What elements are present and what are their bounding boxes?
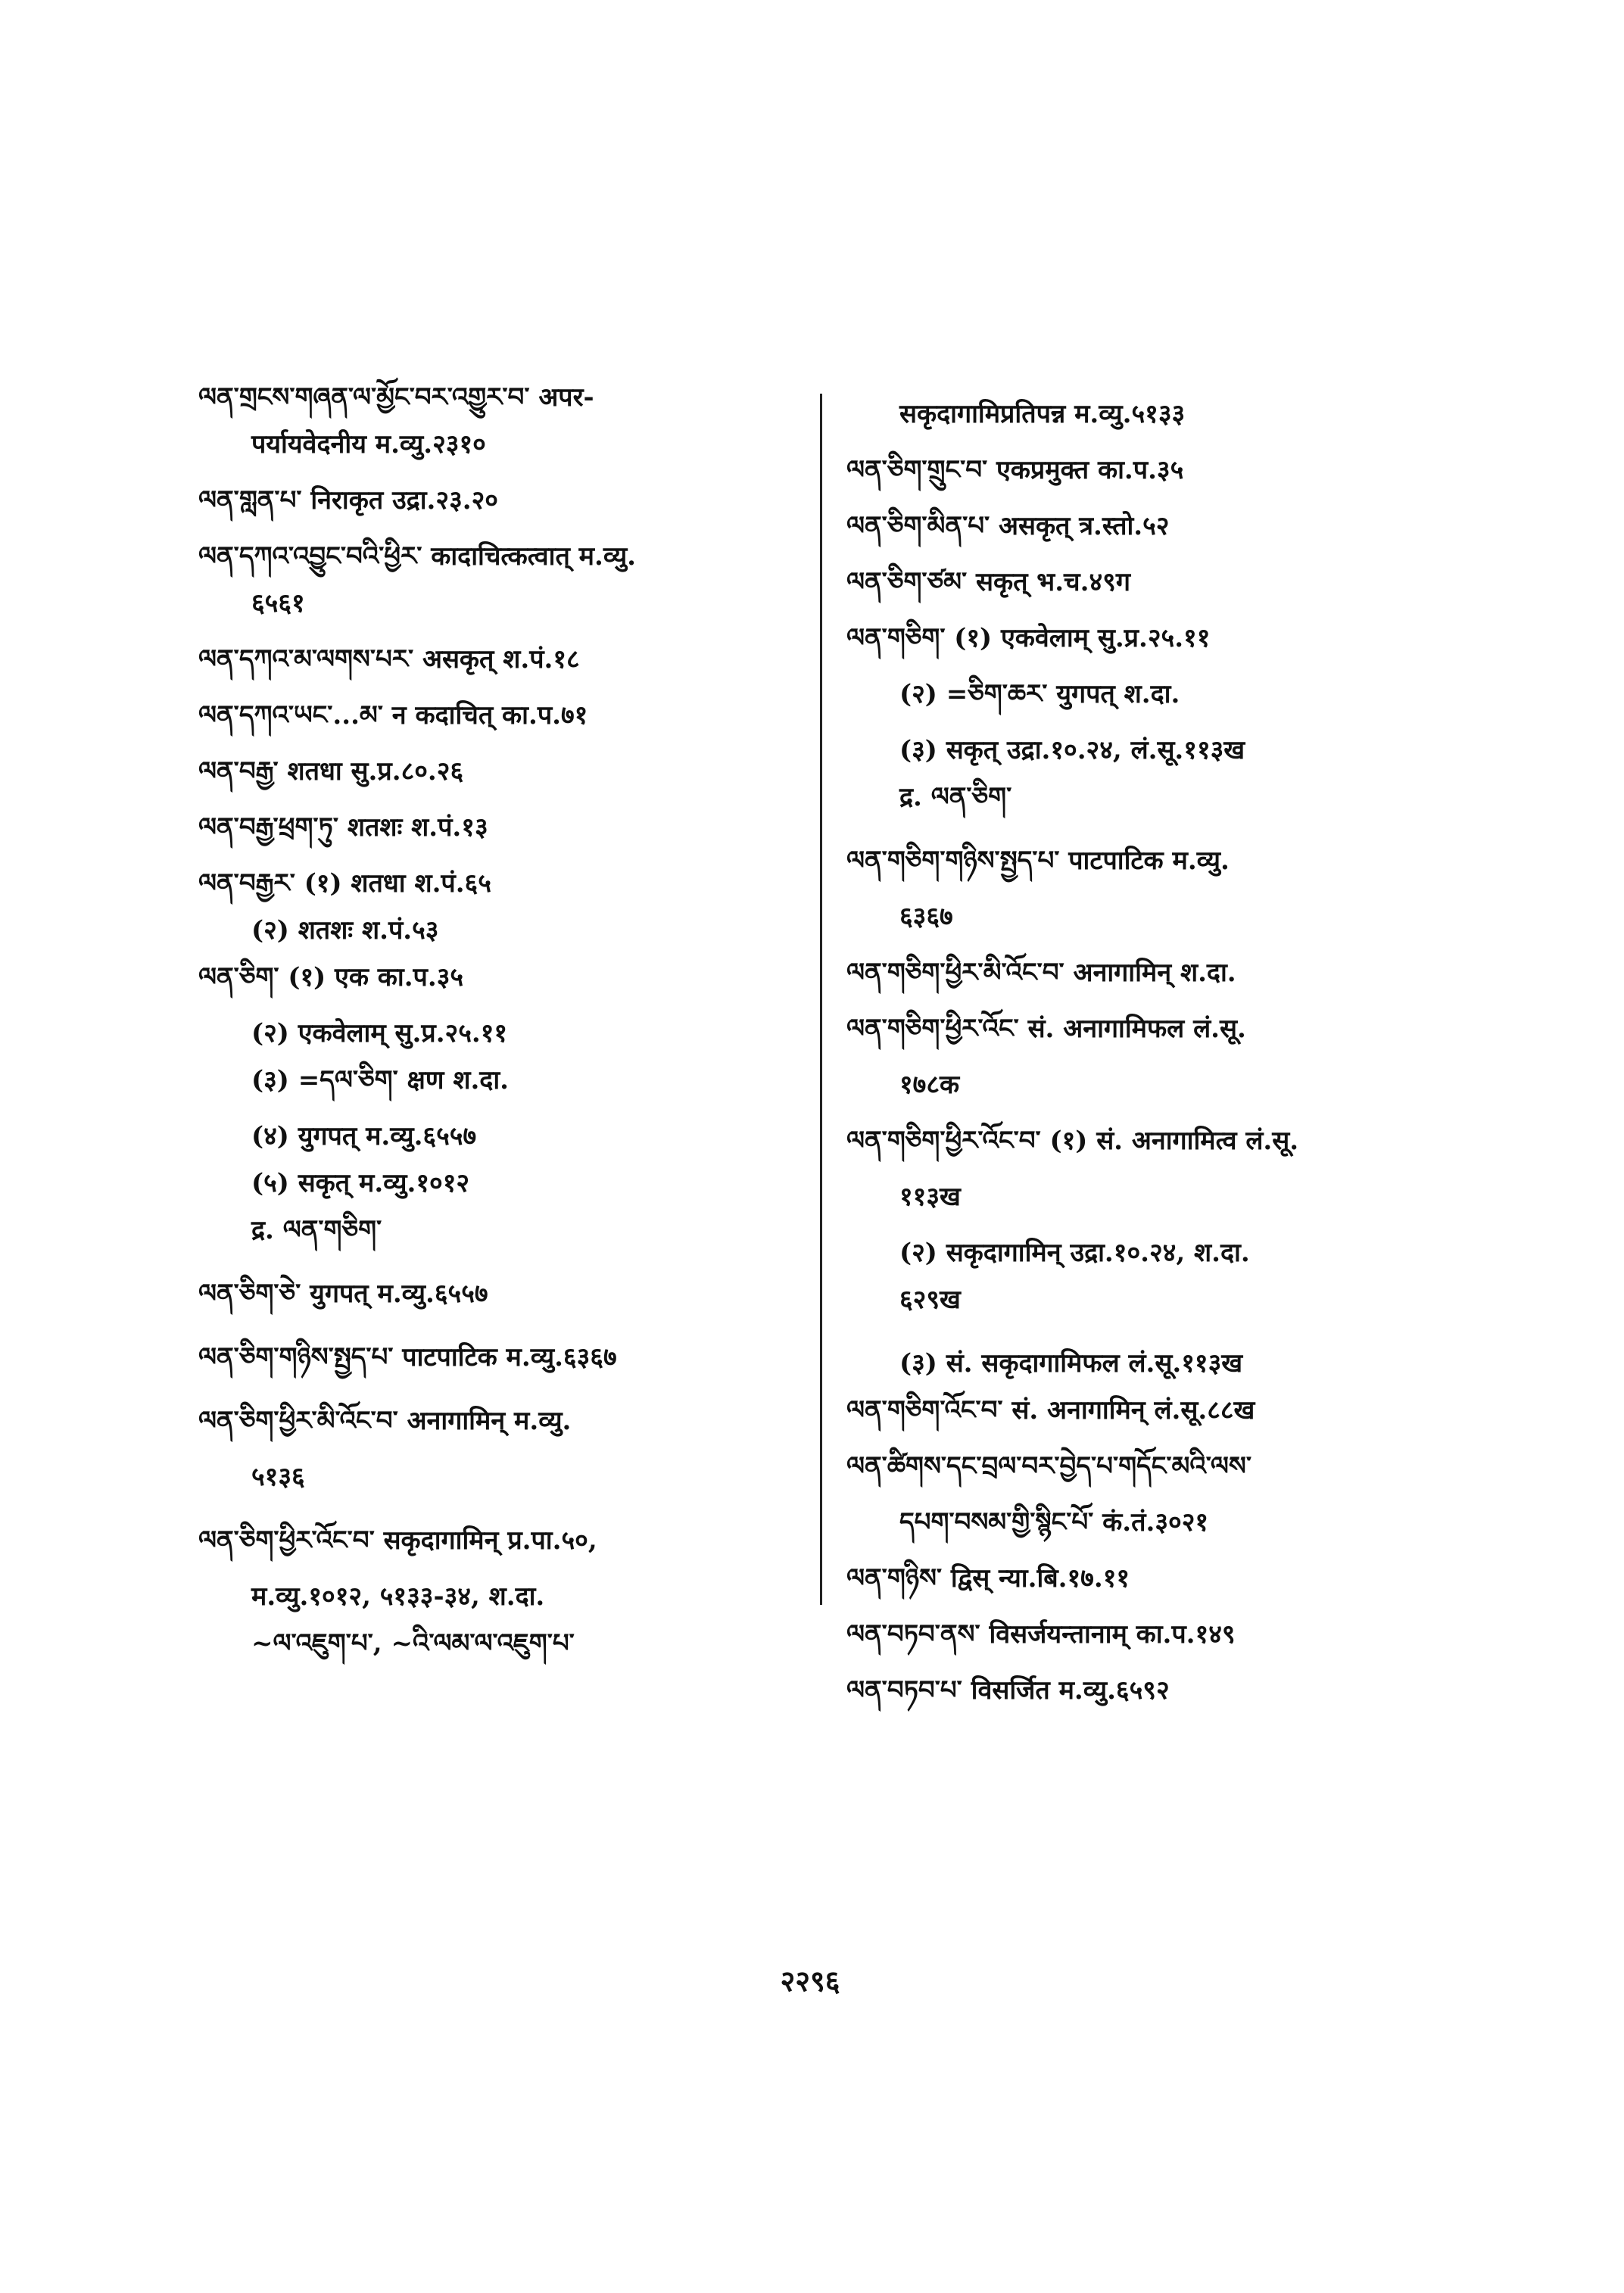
entry-cross-reference: द्र. ལན་ཅིག་ <box>899 782 1012 812</box>
entry-continuation: ~ལ་འཇུག་པ་, ~འི་ལམ་ལ་འཇུག་པ་ <box>251 1628 575 1659</box>
left-column <box>198 382 796 1659</box>
entry-line: ལན་ཅིག་ཕྱིར་འོང་བ་ सकृदागामिन् प्र.पा.५०, <box>198 1525 597 1556</box>
entry-sense: (३) सं. सकृदागामिफल लं.सू.११३ख <box>899 1348 1243 1379</box>
entry-line: ལན་གཅིག་ཕྱིར་འོང་ सं. अनागामिफल लं.सू. <box>846 1014 1246 1044</box>
entry-line: ལན་དཀའ་ཡང་...མ་ न कदाचित् का.प.७१ <box>198 700 588 731</box>
entry-sense: (२) सकृदागामिन् उद्रा.१०.२४, श.दा. <box>899 1238 1250 1268</box>
entry-line: ལན་གྲངས་གཞན་ལ་མྱོང་བར་འགྱུར་བ་ अपर- <box>198 382 594 413</box>
entry-continuation: ६२९ख <box>899 1285 961 1315</box>
entry-line: ལན་གཅིག་ (१) एकवेलाम् सु.प्र.२५.११ <box>846 623 1211 653</box>
entry-line: ལན་བརྒྱ་ཕྲག་ཏུ་ शतशः श.पं.१३ <box>198 812 488 843</box>
entry-line: ལན་བཏབ་ནས་ विसर्जयन्तानाम् का.प.१४९ <box>846 1619 1236 1650</box>
entry-sense: (३) सकृत् उद्रा.१०.२४, लं.सू.११३ख <box>899 735 1245 765</box>
entry-sense: (३) =དལ་ཅིག་ क्षण श.दा. <box>251 1065 509 1095</box>
page-number: २२९६ <box>780 1964 840 1998</box>
entry-continuation: ५१३६ <box>251 1462 305 1492</box>
entry-continuation: དཔག་བསམ་གྱི་སྙིང་པོ་ कं.तं.३०२१ <box>899 1507 1209 1537</box>
entry-line: ལན་གཉིས་ द्विस् न्या.बि.१७.११ <box>846 1563 1130 1594</box>
entry-line: ལན་ཚིགས་དང་བྲལ་བར་བྱེད་པ་གདོང་མའི་ལས་ <box>846 1451 1252 1481</box>
entry-line: ལན་གཅིག་འོང་བ་ सं. अनागामिन् लं.सू.८८ख <box>846 1395 1255 1425</box>
entry-line: ལན་ཅིག་གྲུང་བ་ एकप्रमुक्त का.प.३५ <box>846 455 1184 485</box>
entry-line: ལན་གཅིག་གཉིས་སྤྱད་པ་ पाटपाटिक म.व्यु. <box>846 846 1230 876</box>
entry-sense: (२) एकवेलाम् सु.प्र.२५.११ <box>251 1018 508 1048</box>
entry-line: ལན་ཅིག་མིན་པ་ असकृत् त्र.स्तो.५२ <box>846 511 1170 541</box>
entry-continuation: सकृदागामिप्रतिपन्न म.व्यु.५१३३ <box>899 399 1186 429</box>
entry-line: ལན་ཅིག་ཅེ་ युगपत् म.व्यु.६५५७ <box>198 1279 488 1309</box>
entry-line: ལན་གླན་པ་ निराकृत उद्रा.२३.२० <box>198 485 498 516</box>
column-divider <box>820 394 822 1605</box>
entry-sense: (४) युगपत् म.व्यु.६५५७ <box>251 1121 477 1151</box>
entry-line: ལན་གཅིག་ཕྱིར་འོང་བ་ (१) सं. अनागामित्व लं.सू. <box>846 1126 1299 1156</box>
entry-continuation: म.व्यु.१०१२, ५१३३-३४, श.दा. <box>251 1581 545 1612</box>
entry-line: ལན་ཅིག་ (१) एक का.प.३५ <box>198 962 464 992</box>
entry-line: ལན་བརྒྱར་ (१) शतधा श.पं.६५ <box>198 868 491 899</box>
entry-line: ལན་དཀའ་འབྱུང་བའི་ཕྱིར་ कादाचित्कत्वात् म.व्यु. <box>198 541 637 572</box>
entry-line: ལན་ཅིག་གཉིས་སྤྱད་པ་ पाटपाटिक म.व्यु.६३६७ <box>198 1342 617 1372</box>
entry-line: ལན་བརྒྱ་ शतधा सु.प्र.८०.२६ <box>198 756 464 787</box>
right-column <box>846 382 1437 1706</box>
entry-continuation: ६५६१ <box>251 588 305 618</box>
entry-line: ལན་ཅིག་ཕྱིར་མི་འོང་བ་ अनागामिन् म.व्यु. <box>198 1406 572 1436</box>
entry-line: ལན་ཅིག་ཙམ་ सकृत् भ.च.४९ग <box>846 567 1130 597</box>
entry-continuation: १७८क <box>899 1070 960 1100</box>
entry-line: ལན་གཅིག་ཕྱིར་མི་འོང་བ་ अनागामिन् श.दा. <box>846 958 1236 988</box>
entry-continuation: ६३६७ <box>899 902 953 932</box>
entry-line: ལན་བཏབ་པ་ विसर्जित म.व्यु.६५९२ <box>846 1675 1170 1706</box>
entry-continuation: ११३ख <box>899 1182 961 1212</box>
entry-continuation: पर्यायवेदनीय म.व्यु.२३१० <box>251 429 486 460</box>
entry-sense: (२) =ཅིག་ཆར་ युगपत् श.दा. <box>899 679 1180 709</box>
entry-sense: (५) सकृत् म.व्यु.१०१२ <box>251 1168 470 1198</box>
entry-sense: (२) शतशः श.पं.५३ <box>251 915 439 946</box>
entry-cross-reference: द्र. ལན་གཅིག་ <box>251 1215 382 1245</box>
entry-line: ལན་དཀའ་མ་ལགས་པར་ असकृत् श.पं.१८ <box>198 644 580 675</box>
